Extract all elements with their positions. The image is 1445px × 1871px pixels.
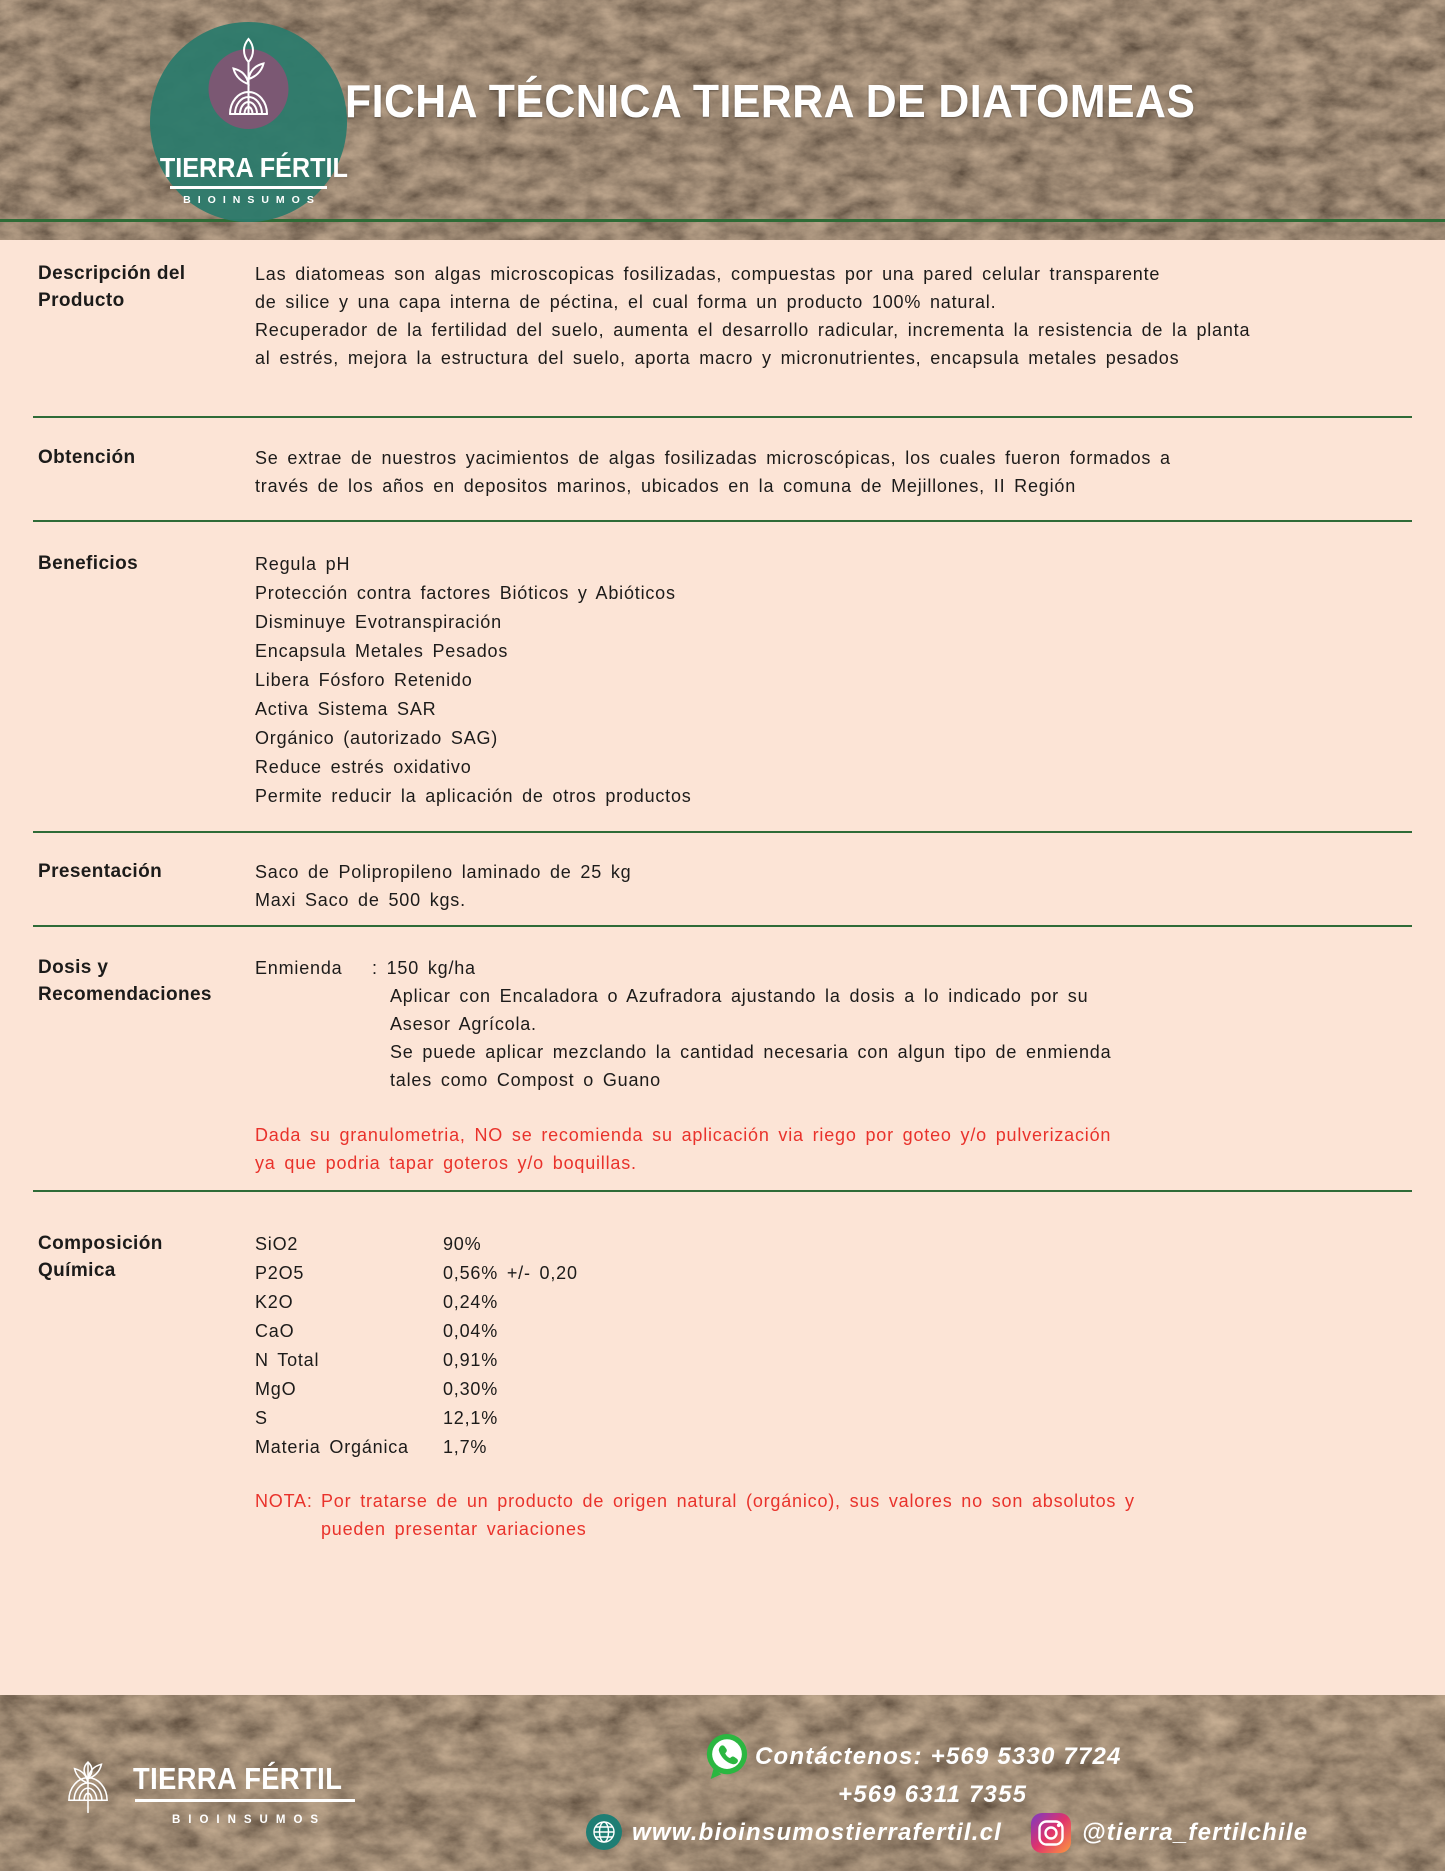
composition-note [255,1487,1415,1543]
section-label: Dosis y Recomendaciones [38,957,212,1005]
footer-soil-banner [0,1695,1445,1871]
dose-value: : 150 kg/ha [372,958,476,978]
document-body [0,240,1445,1563]
section-label: Beneficios [38,553,139,574]
compound-name: SiO2 [255,1234,299,1254]
benefits-list [255,550,1415,811]
warning-line: ya que podria tapar goteros y/o boquillas. [255,1153,637,1173]
text-line: Recuperador de la fertilidad del suelo, aumenta el desarrollo radicular, incrementa la resistencia de la planta [255,320,1251,340]
footer-brand-underline [135,1799,355,1802]
compound-value: 1,7% [443,1437,488,1457]
compound-value: 0,24% [443,1292,499,1312]
note-line: pueden presentar variaciones [321,1519,587,1539]
composition-row [255,1259,1415,1288]
benefit-item: Disminuye Evotranspiración [255,612,502,632]
benefit-item: Reduce estrés oxidativo [255,757,472,777]
dose-name: Enmienda [255,958,343,978]
compound-name: K2O [255,1292,294,1312]
composition-row [255,1317,1415,1346]
compound-name: CaO [255,1321,295,1341]
text-line: Las diatomeas son algas microscopicas fosilizadas, compuestas por una pared celular transparente [255,264,1161,284]
composition-row [255,1433,1415,1462]
benefit-item: Libera Fósforo Retenido [255,670,473,690]
text-line: través de los años en depositos marinos, ubicados en la comuna de Mejillones, II Región [255,476,1077,496]
text-line: Maxi Saco de 500 kgs. [255,890,466,910]
dosage-content [255,954,1415,1177]
compound-value: 90% [443,1234,482,1254]
logo-brand-name: TIERRA FÉRTIL [159,152,348,183]
footer-contact-phone2[interactable]: +569 6311 7355 [838,1781,1028,1808]
dose-row [255,954,1415,982]
logo-subtitle: BIOINSUMOS [183,194,321,206]
section-label: Presentación [38,861,163,882]
benefit-item: Orgánico (autorizado SAG) [255,728,499,748]
text-line: al estrés, mejora la estructura del suelo, aporta macro y micronutrientes, encapsula metales pesados [255,348,1180,368]
composition-row [255,1404,1415,1433]
whatsapp-icon [704,1732,750,1780]
compound-value: 0,91% [443,1350,499,1370]
compound-value: 0,56% +/- 0,20 [443,1263,578,1283]
benefit-item: Regula pH [255,554,351,574]
note-text [321,1487,1135,1543]
benefit-item: Protección contra factores Bióticos y Abióticos [255,583,676,603]
footer-brand-subtitle: BIOINSUMOS [171,1814,327,1826]
section-label: Composición Química [38,1233,163,1281]
compound-name: MgO [255,1379,297,1399]
compound-value: 0,30% [443,1379,499,1399]
section-dosis [0,927,1445,1190]
text-line: de silice y una capa interna de péctina, el cual forma un producto 100% natural. [255,292,997,312]
section-beneficios [0,522,1445,831]
logo-underline [170,186,327,189]
benefit-item: Encapsula Metales Pesados [255,641,509,661]
compound-value: 0,04% [443,1321,499,1341]
plant-sprout-icon [62,1749,114,1829]
composition-table [255,1230,1415,1462]
globe-icon [586,1814,622,1850]
note-label: NOTA: [255,1491,313,1511]
composition-row [255,1375,1415,1404]
text-line: Se puede aplicar mezclando la cantidad necesaria con algun tipo de enmienda [390,1042,1112,1062]
composition-row [255,1230,1415,1259]
compound-value: 12,1% [443,1408,499,1428]
footer-contact-phone1[interactable]: Contáctenos: +569 5330 7724 [755,1743,1122,1770]
instagram-icon [1030,1812,1072,1854]
footer-website-link[interactable]: www.bioinsumostierrafertil.cl [632,1819,1002,1846]
text-line: Se extrae de nuestros yacimientos de algas fosilizadas microscópicas, los cuales fueron formados a [255,448,1171,468]
footer-instagram-handle[interactable]: @tierra_fertilchile [1082,1819,1309,1846]
section-text [255,260,1415,372]
compound-name: S [255,1408,268,1428]
composition-row [255,1346,1415,1375]
compound-name: P2O5 [255,1263,305,1283]
section-obtencion [0,418,1445,520]
section-text [255,444,1415,500]
note-line: Por tratarse de un producto de origen natural (orgánico), sus valores no son absolutos y [321,1491,1135,1511]
benefit-item: Activa Sistema SAR [255,699,437,719]
section-composicion [0,1192,1445,1563]
plant-sprout-icon [150,22,347,222]
text-line: Aplicar con Encaladora o Azufradora ajustando la dosis a lo indicado por su [390,986,1089,1006]
text-line: Asesor Agrícola. [390,1014,537,1034]
section-presentacion [0,833,1445,925]
section-label: Obtención [38,447,136,468]
composition-row [255,1288,1415,1317]
header-soil-banner [0,0,1445,240]
footer-brand-name: TIERRA FÉRTIL [133,1761,343,1796]
text-line: tales como Compost o Guano [390,1070,661,1090]
section-descripcion [0,240,1445,416]
composition-content [255,1230,1415,1543]
compound-name: N Total [255,1350,320,1370]
section-label: Descripción del Producto [38,263,186,311]
brand-logo [150,22,347,222]
page-title: FICHA TÉCNICA TIERRA DE DIATOMEAS [345,75,1196,127]
section-text [255,858,1415,914]
benefit-item: Permite reducir la aplicación de otros productos [255,786,692,806]
application-warning [255,1121,1415,1177]
text-line: Saco de Polipropileno laminado de 25 kg [255,862,632,882]
dose-instructions [390,982,1415,1094]
compound-name: Materia Orgánica [255,1437,409,1457]
warning-line: Dada su granulometria, NO se recomienda su aplicación via riego por goteo y/o pulverización [255,1125,1112,1145]
